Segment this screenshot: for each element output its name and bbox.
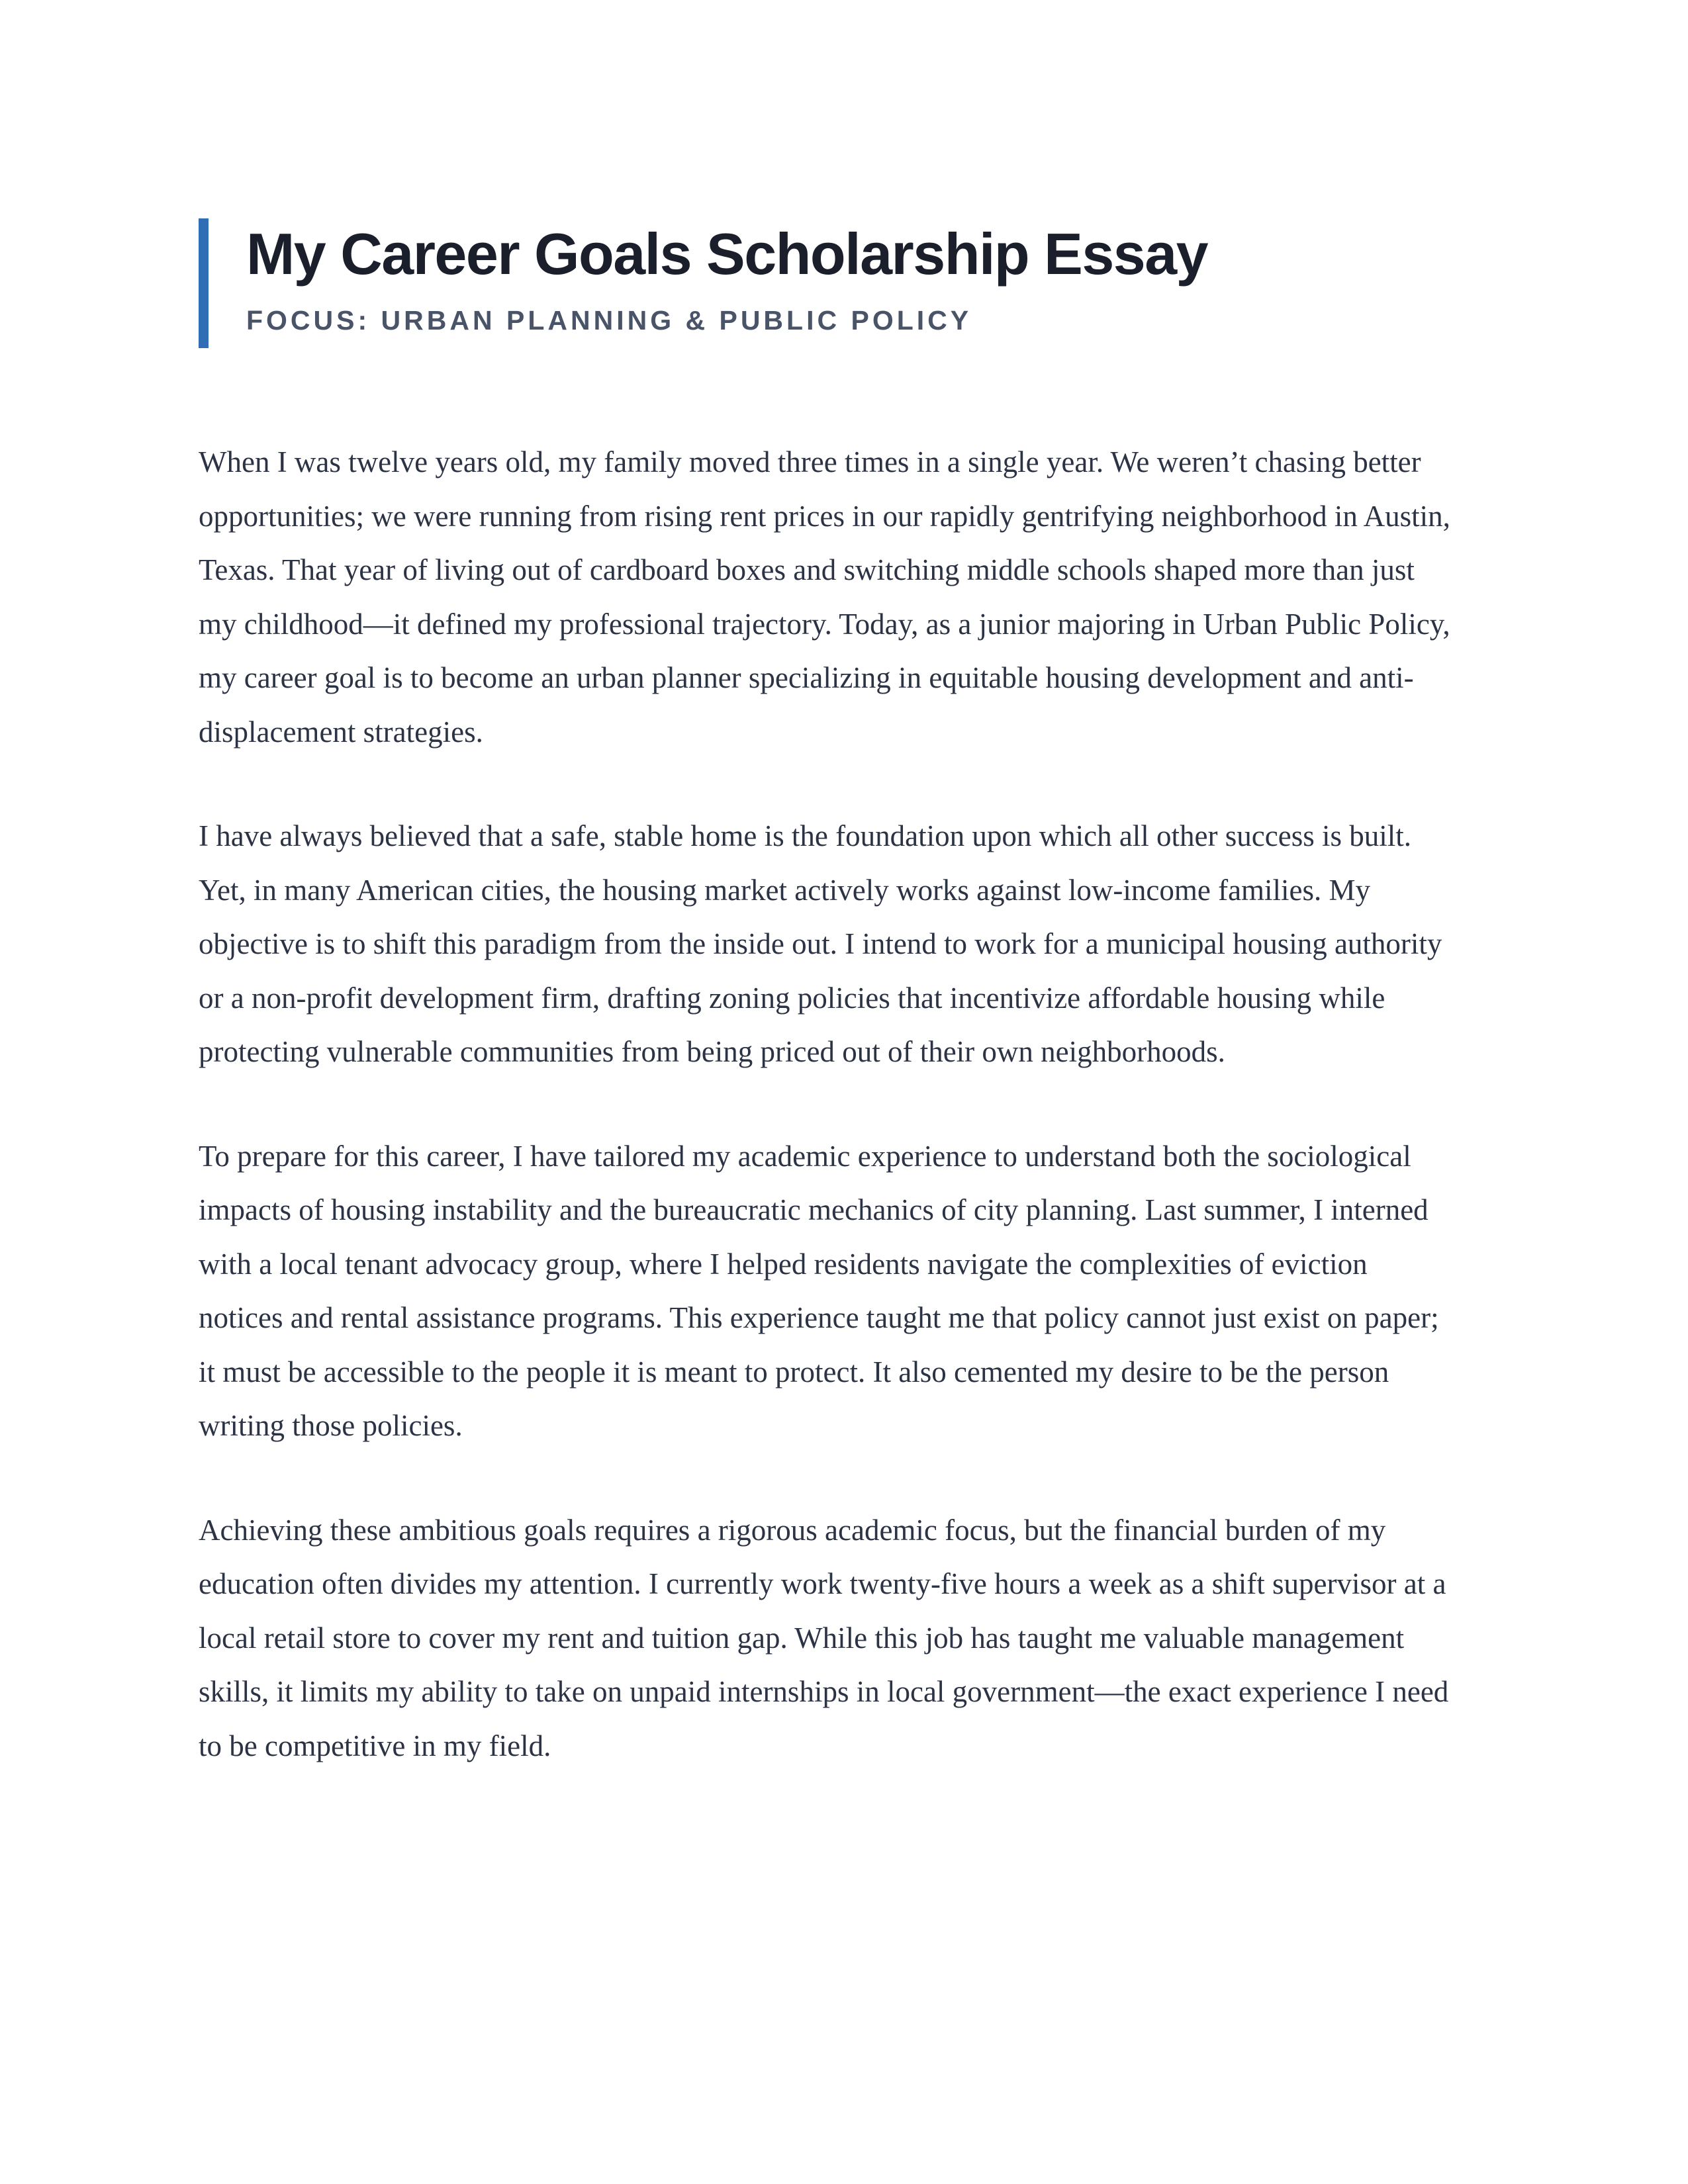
essay-paragraph-1: When I was twelve years old, my family moved three times in a single year. We weren’t chasing better opportunities; we were running from rising rent prices in our rapidly gentrifying neighborhood in Austin, Texas. That year of living out of cardboard boxes and switching middle schools shaped more than just my childhood—it defined my professional trajectory. Today, as a junior majoring in Urban Public Policy, my career goal is to become an urban planner specializing in equitable housing development and anti-displacement strategies. [199,445,1450,749]
header-accent-bar [199,218,209,348]
essay-page [199,218,1456,1823]
essay-paragraph-4: Achieving these ambitious goals requires a rigorous academic focus, but the financial burden of my education often divides my attention. I currently work twenty-five hours a week as a shift supervisor at a local retail store to cover my rent and tuition gap. While this job has taught me valuable management skills, it limits my ability to take on unpaid internships in local government—the exact experience I need to be competitive in my field. [199,1513,1449,1762]
essay-subtitle: FOCUS: URBAN PLANNING & PUBLIC POLICY [246,305,972,336]
essay-body [199,435,1456,1773]
essay-paragraph-2: I have always believed that a safe, stable home is the foundation upon which all other success is built. Yet, in many American cities, the housing market actively works against low-income families. My objective is to shift this paradigm from the inside out. I intend to work for a municipal housing authority or a non-profit development firm, drafting zoning policies that incentivize affordable housing while protecting vulnerable communities from being priced out of their own neighborhoods. [199,819,1442,1068]
essay-header [199,218,1456,336]
essay-title: My Career Goals Scholarship Essay [246,221,1208,287]
essay-paragraph-3: To prepare for this career, I have tailored my academic experience to understand both the sociological impacts of housing instability and the bureaucratic mechanics of city planning. Last summer, I interned with a local tenant advocacy group, where I helped residents navigate the complexities of eviction notices and rental assistance programs. This experience taught me that policy cannot just exist on paper; it must be accessible to the people it is meant to protect. It also cemented my desire to be the person writing those policies. [199,1139,1439,1442]
